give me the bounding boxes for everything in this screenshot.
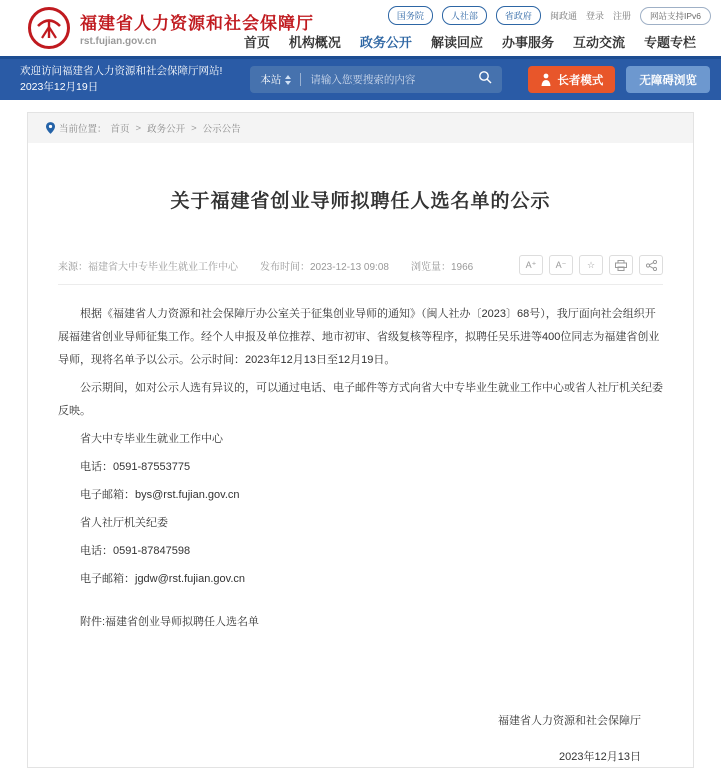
seal-glyph-icon — [34, 13, 64, 43]
welcome-text: 欢迎访问福建省人力资源和社会保障厅网站! — [20, 64, 223, 77]
main-nav — [244, 32, 696, 51]
breadcrumb-announcements[interactable]: 公示公告 — [202, 124, 241, 135]
contact-center-name: 省大中专毕业生就业工作中心 — [80, 433, 223, 445]
nav-services[interactable]: 办事服务 — [501, 35, 554, 50]
breadcrumb-label: 当前位置： — [59, 124, 107, 135]
search-scope-select[interactable] — [260, 72, 291, 87]
content-box — [27, 112, 694, 768]
share-button[interactable] — [639, 255, 663, 275]
banner-date: 2023年12月19日 — [20, 80, 99, 93]
banner-bar — [0, 56, 721, 100]
site-header — [0, 0, 721, 56]
print-button[interactable] — [609, 255, 633, 275]
printer-icon — [615, 260, 627, 271]
link-state-council[interactable]: 国务院 — [388, 6, 433, 25]
signature-block — [58, 712, 663, 764]
meta-views: 浏览量：1966 — [410, 261, 474, 273]
location-pin-icon — [46, 122, 55, 134]
contact-discipline-phone: 电话：0591-87847598 — [80, 545, 191, 557]
signature-agency: 福建省人力资源和社会保障厅 — [498, 715, 641, 727]
site-name: 福建省人力资源和社会保障厅 — [80, 14, 314, 33]
nav-gov-disclosure[interactable]: 政务公开 — [359, 35, 412, 50]
welcome-block — [20, 64, 222, 96]
site-domain: rst.fujian.gov.cn — [80, 36, 157, 47]
search-box — [250, 66, 502, 93]
top-utility-links — [388, 6, 711, 25]
nav-special-columns[interactable]: 专题专栏 — [643, 35, 696, 50]
contact-discipline-email: 电子邮箱：jgdw@rst.fujian.gov.cn — [80, 573, 246, 585]
signature-date: 2023年12月13日 — [559, 751, 641, 763]
nav-org-overview[interactable]: 机构概况 — [288, 35, 341, 50]
favorite-star-button[interactable]: ☆ — [579, 255, 603, 275]
breadcrumb — [28, 113, 693, 143]
article-body — [58, 303, 663, 591]
search-scope-label: 本站 — [260, 74, 282, 86]
search-icon[interactable] — [478, 70, 492, 89]
contact-center-email: 电子邮箱：bys@rst.fujian.gov.cn — [80, 489, 240, 501]
accessibility-button[interactable] — [626, 66, 710, 93]
article-meta — [58, 258, 473, 273]
font-decrease-button[interactable]: A⁻ — [549, 255, 573, 275]
meta-divider — [58, 284, 663, 285]
article-meta-row — [58, 255, 663, 275]
ipv6-badge: 网站支持IPv6 — [640, 7, 711, 25]
meta-source: 来源：福建省大中专毕业生就业工作中心 — [58, 261, 238, 273]
site-logo-seal — [28, 7, 70, 49]
paragraph-intro: 根据《福建省人力资源和社会保障厅办公室关于征集创业导师的通知》（闽人社办〔2023〕68号），我厅面向社会组织开展福建省创业导师征集工作。经个人申报及单位推荐、地市初审、省级复核等程序，拟聘任吴乐进等400位同志为福建省创业导师，现将名单予以公示。公示时间：2023年12月13日至12月19日。 — [58, 308, 660, 366]
breadcrumb-separator: > — [191, 122, 197, 134]
nav-interaction[interactable]: 互动交流 — [572, 35, 625, 50]
font-increase-button[interactable]: A⁺ — [519, 255, 543, 275]
article-tools — [519, 255, 663, 275]
scope-arrows-icon — [285, 75, 291, 85]
nav-interpretation[interactable]: 解读回应 — [430, 35, 483, 50]
meta-publish-time: 发布时间：2023-12-13 09:08 — [260, 261, 389, 273]
link-minzhengtong[interactable]: 闽政通 — [549, 11, 577, 21]
breadcrumb-home[interactable]: 首页 — [110, 124, 130, 135]
contact-discipline-name: 省人社厅机关纪委 — [80, 517, 168, 529]
article-title: 关于福建省创业导师拟聘任人选名单的公示 — [170, 191, 551, 212]
article — [28, 186, 693, 764]
link-login[interactable]: 登录 — [585, 11, 604, 21]
contact-center-phone: 电话：0591-87553775 — [80, 461, 191, 473]
link-register[interactable]: 注册 — [612, 11, 631, 21]
elder-mode-label: 长者模式 — [557, 74, 604, 87]
nav-home[interactable]: 首页 — [243, 35, 270, 50]
paragraph-objection: 公示期间，如对公示人选有异议的，可以通过电话、电子邮件等方式向省大中专毕业生就业工作中心或省人社厅机关纪委反映。 — [58, 382, 663, 417]
accessibility-label: 无障碍浏览 — [639, 74, 697, 87]
elder-mode-button[interactable] — [528, 66, 615, 93]
search-divider — [300, 73, 301, 86]
search-input[interactable] — [310, 74, 478, 86]
attachment-link[interactable]: 附件:福建省创业导师拟聘任人选名单 — [80, 616, 260, 628]
link-provincial-gov[interactable]: 省政府 — [496, 6, 541, 25]
link-mohrss[interactable]: 人社部 — [442, 6, 487, 25]
breadcrumb-gov-disclosure[interactable]: 政务公开 — [147, 124, 186, 135]
breadcrumb-separator: > — [135, 122, 142, 134]
elder-person-icon — [540, 73, 552, 86]
content-wrap — [0, 100, 721, 768]
share-icon — [646, 260, 657, 271]
